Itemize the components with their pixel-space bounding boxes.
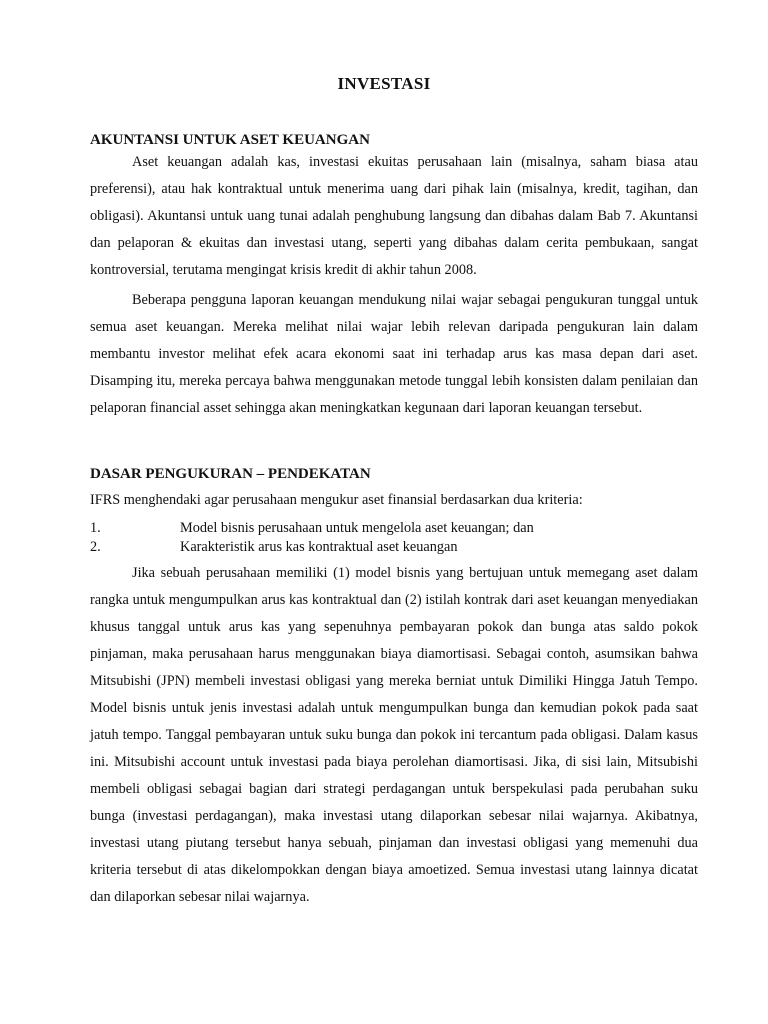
list-number: 1. <box>90 520 101 536</box>
paragraph-aset-keuangan: Aset keuangan adalah kas, investasi ekuitas perusahaan lain (misalnya, saham biasa atau preferensi), atau hak kontraktual untuk menerima uang dari pihak lain (misalnya, kredit, tagihan, dan obligasi). Akuntansi untuk uang tunai adalah penghubung langsung dan dibahas dalam Bab 7. Akuntansi dan pelaporan & ekuitas dan investasi utang, seperti yang dibahas dalam cerita pembukaan, sangat kontroversial, terutama mengingat krisis kredit di akhir tahun 2008. <box>90 154 698 278</box>
intro-text: IFRS menghendaki agar perusahaan mengukur aset finansial berdasarkan dua kriteria: <box>90 492 583 508</box>
document-title: INVESTASI <box>337 74 431 93</box>
paragraph-model-bisnis: Jika sebuah perusahaan memiliki (1) model bisnis yang bertujuan untuk memegang aset dalam rangka untuk mengumpulkan arus kas kontraktual dan (2) istilah kontrak dari aset keuangan menyediakan khusus tanggal untuk arus kas yang sepenuhnya pembayaran pokok dan bunga atas saldo pokok pinjaman, maka perusahaan harus menggunakan biaya diamortisasi. Sebagai contoh, asumsikan bahwa Mitsubishi (JPN) membeli investasi obligasi yang mereka berniat untuk Dimiliki Hingga Jatuh Tempo. Model bisnis untuk jenis investasi adalah untuk mengumpulkan bunga dan kemudian pokok pada saat jatuh tempo. Tanggal pembayaran untuk suku bunga dan pokok ini tercantum pada obligasi. Dalam kasus ini. Mitsubishi account untuk investasi pada biaya perolehan diamortisasi. Jika, di sisi lain, Mitsubishi membeli obligasi sebagai bagian dari strategi perdagangan untuk berspekulasi pada perubahan suku bunga (investasi perdagangan), maka investasi utang dilaporkan sebesar nilai wajarnya. Akibatnya, investasi utang piutang tersebut hanya sebuah, pinjaman dan investasi obligasi yang memenuhi dua kriteria tersebut di atas dikelompokkan dengan biaya amoetized. Semua investasi utang lainnya dicatat dan dilaporkan sebesar nilai wajarnya. <box>90 565 698 905</box>
paragraph-nilai-wajar: Beberapa pengguna laporan keuangan mendukung nilai wajar sebagai pengukuran tunggal untuk semua aset keuangan. Mereka melihat nilai wajar lebih relevan daripada pengukuran lain dalam membantu investor melihat efek acara ekonomi saat ini terhadap arus kas masa depan dari aset. Disamping itu, mereka percaya bahwa menggunakan metode tunggal lebih konsisten dalam penilaian dan pelaporan financial asset sehingga akan meningkatkan kegunaan dari laporan keuangan tersebut. <box>90 292 698 416</box>
list-number: 2. <box>90 539 101 555</box>
list-text: Karakteristik arus kas kontraktual aset keuangan <box>180 539 458 555</box>
section-heading-akuntansi: AKUNTANSI UNTUK ASET KEUANGAN <box>90 132 370 148</box>
section-heading-dasar-pengukuran: DASAR PENGUKURAN – PENDEKATAN <box>90 466 371 482</box>
list-text: Model bisnis perusahaan untuk mengelola aset keuangan; dan <box>180 520 534 536</box>
